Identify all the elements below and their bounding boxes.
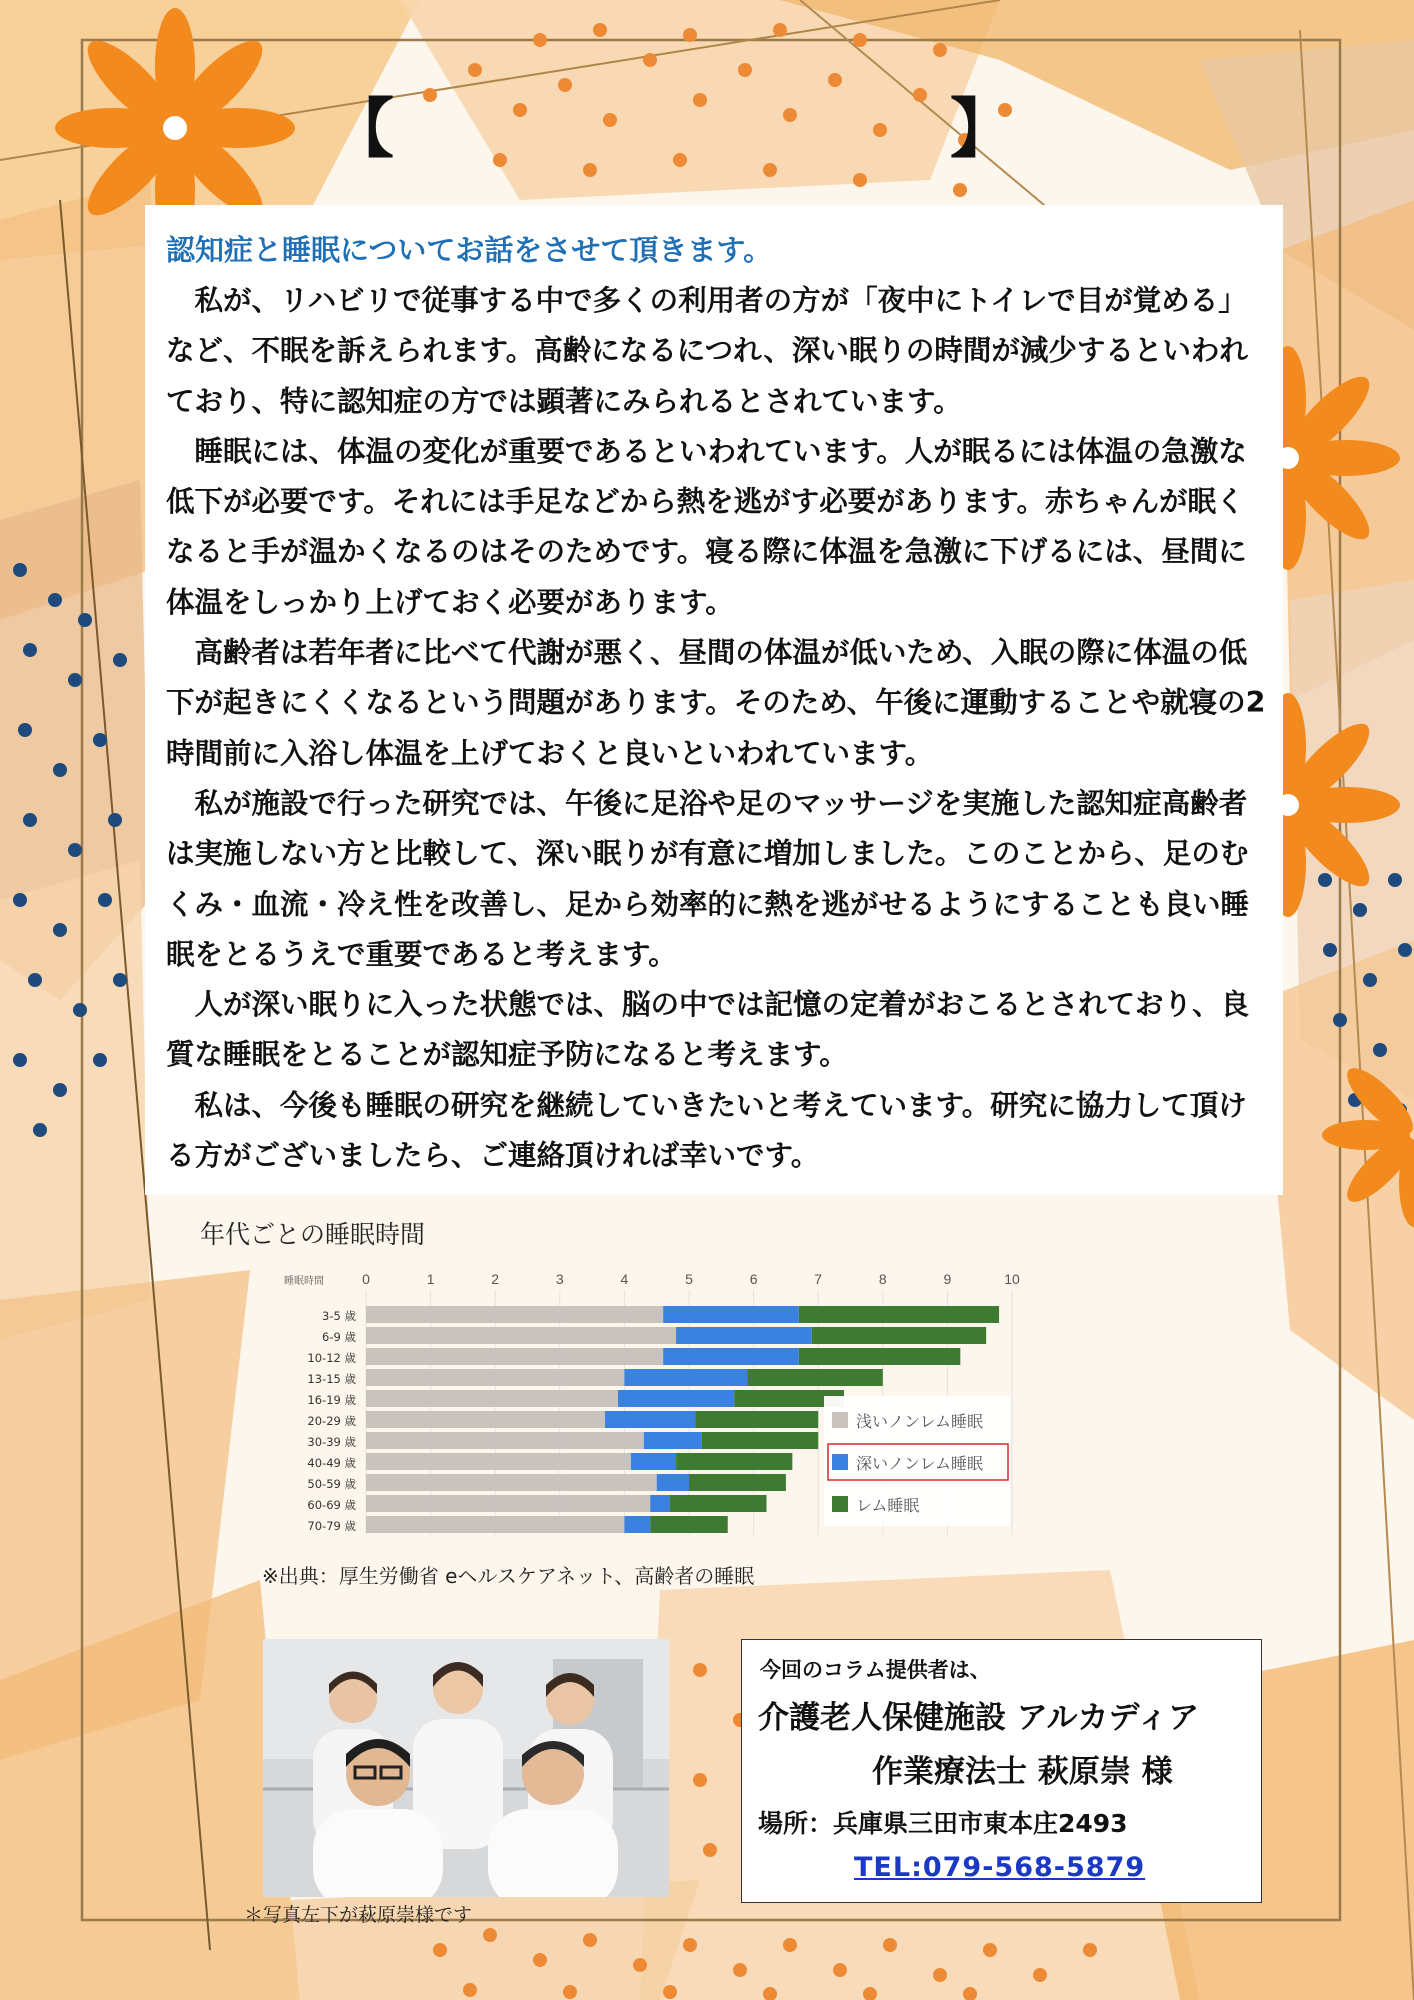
bar-segment [650,1516,728,1533]
x-tick-label: 1 [426,1271,435,1287]
bar-segment [366,1327,676,1344]
contact-box [741,1639,1262,1903]
legend-label: レム睡眠 [856,1496,920,1515]
bar-segment [618,1390,734,1407]
x-tick-label: 3 [555,1271,564,1287]
bar-segment [650,1495,669,1512]
bar-segment [676,1327,812,1344]
category-label: 6-9 歳 [322,1330,356,1344]
staff-photo [263,1639,669,1897]
bar-segment [663,1348,799,1365]
bar-segment [799,1348,961,1365]
bar-segment [366,1348,663,1365]
bar-segment [812,1327,986,1344]
legend-swatch [832,1412,848,1428]
contact-address: 場所：兵庫県三田市東本庄2493 [758,1809,1128,1838]
contact-tel-link[interactable]: TEL:079-568-5879 [854,1852,1146,1883]
category-label: 13-15 歳 [307,1372,356,1386]
bar-segment [366,1495,650,1512]
category-label: 3-5 歳 [322,1309,356,1323]
bar-segment [366,1411,605,1428]
bar-segment [663,1306,799,1323]
bar-segment [366,1306,663,1323]
contact-intro: 今回のコラム提供者は、 [760,1658,991,1682]
legend-swatch [832,1496,848,1512]
bar-segment [695,1411,818,1428]
category-label: 60-69 歳 [307,1498,356,1512]
article-paragraph: 高齢者は若年者に比べて代謝が悪く、昼間の体温が低いため、入眠の際に体温の低下が起きにくくなるという問題があります。そのため、午後に運動することや就寝の2時間前に入浴し体温を上げておくと良いといわれています。 [166,636,1266,770]
category-label: 16-19 歳 [307,1393,356,1407]
x-tick-label: 6 [749,1271,758,1287]
x-tick-label: 2 [491,1271,500,1287]
article-paragraph: 私が施設で行った研究では、午後に足浴や足のマッサージを実施した認知症高齢者は実施しない方と比較して、深い眠りが有意に増加しました。このことから、足のむくみ・血流・冷え性を改善し、足から効率的に熱を逃がせるようにすることも良い睡眠をとるうえで重要であると考えます。 [166,786,1250,971]
x-tick-label: 0 [362,1271,370,1287]
bar-segment [366,1453,631,1470]
bar-segment [631,1453,676,1470]
category-label: 50-59 歳 [307,1477,356,1491]
bar-segment [670,1495,767,1512]
bar-segment [657,1474,689,1491]
staff-photo-image [263,1639,669,1897]
bar-segment [702,1432,818,1449]
bar-segment [676,1453,792,1470]
axis-label: 睡眠時間 [284,1276,324,1287]
category-label: 70-79 歳 [307,1519,356,1533]
bar-segment [366,1390,618,1407]
legend-swatch [832,1454,848,1470]
bar-segment [747,1369,883,1386]
bar-segment [366,1516,624,1533]
intro-heading: 認知症と睡眠についてお話をさせて頂きます。 [166,233,773,267]
contact-facility-name: 介護老人保健施設 アルカディア [758,1700,1200,1736]
article-paragraph: 睡眠には、体温の変化が重要であるといわれています。人が眠るには体温の急激な低下が必要です。それには手足などから熱を逃がす必要があります。赤ちゃんが眠くなると手が温かくなるのはそのためです。寝る際に体温を急激に下げるには、昼間に体温をしっかり上げておく必要があります。 [166,434,1247,619]
chart-title: 年代ごとの睡眠時間 [200,1220,426,1249]
bar-segment [605,1411,695,1428]
category-label: 10-12 歳 [307,1351,356,1365]
bar-segment [689,1474,786,1491]
bar-segment [624,1516,650,1533]
bar-segment [366,1474,657,1491]
bar-segment [624,1369,747,1386]
bar-segment [799,1306,999,1323]
bar-segment [644,1432,702,1449]
bar-segment [366,1369,624,1386]
x-tick-label: 8 [878,1271,887,1287]
bar-segment [366,1432,644,1449]
article-paragraph: 私が、リハビリで従事する中で多くの利用者の方が「夜中にトイレで目が覚める」など、不眠を訴えられます。高齢になるにつれ、深い眠りの時間が減少するといわれており、特に認知症の方では顕著にみられるとされています。 [166,284,1248,418]
category-label: 30-39 歳 [307,1435,356,1449]
legend-label: 深いノンレム睡眠 [856,1454,983,1473]
title-bracket-open: 【 [330,93,394,167]
category-label: 20-29 歳 [307,1414,356,1428]
x-tick-label: 7 [814,1271,823,1287]
article-paragraph: 人が深い眠りに入った状態では、脳の中では記憶の定着がおこるとされており、良質な睡眠をとることが認知症予防になると考えます。 [166,988,1250,1072]
x-tick-label: 4 [620,1271,629,1287]
x-tick-label: 9 [943,1271,952,1287]
title-bracket-close: 】 [950,93,1014,167]
x-tick-label: 5 [685,1271,693,1287]
article-paragraph: 私は、今後も睡眠の研究を継続していきたいと考えています。研究に協力して頂ける方がございましたら、ご連絡頂ければ幸いです。 [166,1088,1247,1173]
chart-source: ※出典：厚生労働省 eヘルスケアネット、高齢者の睡眠 [262,1564,755,1588]
legend-label: 浅いノンレム睡眠 [856,1412,983,1431]
x-tick-label: 10 [1004,1271,1020,1287]
article-body [166,276,1266,1181]
sleep-time-chart [280,1262,1030,1558]
contact-person-name: 作業療法士 萩原崇 様 [872,1754,1173,1790]
category-label: 40-49 歳 [307,1456,356,1470]
photo-caption: ＊写真左下が萩原崇様です [244,1904,473,1926]
